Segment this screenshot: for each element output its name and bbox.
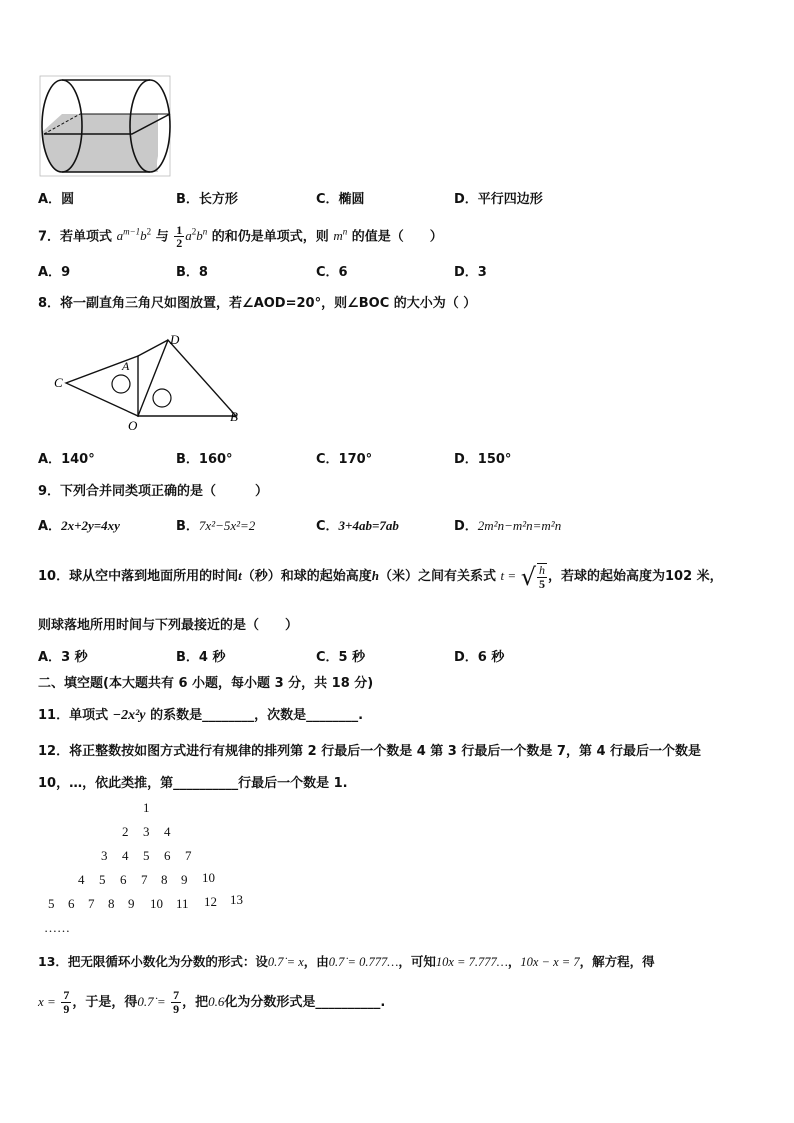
tri-r5-8: 12 — [204, 894, 217, 909]
label-a: A — [122, 359, 130, 373]
q9-question: 9．下列合并同类项正确的是（ ） — [38, 484, 269, 499]
q6-option-d: D．平行四边形 — [454, 192, 543, 207]
q12-line2: 10，…，依此类推，第__________行最后一个数是 1. — [38, 776, 348, 791]
tri-r2-1: 2 — [122, 824, 129, 839]
q8-option-c: C．170° — [316, 452, 373, 467]
tri-r5-1: 5 — [48, 896, 55, 911]
tri-r3-2: 4 — [122, 848, 129, 863]
tri-r4-2: 5 — [99, 872, 106, 887]
q9-option-a: A．2x+2y=4xy — [38, 518, 120, 534]
q6-option-b: B．长方形 — [176, 192, 238, 207]
tri-r4-4: 7 — [141, 872, 148, 887]
q10-option-b: B．4 秒 — [176, 650, 226, 665]
label-d: D — [170, 332, 180, 347]
number-triangle — [0, 798, 300, 938]
cylinder-figure — [36, 74, 176, 180]
q12-line1: 12．将正整数按如图方式进行有规律的排列第 2 行最后一个数是 4 第 3 行最后一个数是 7，第 4 行最后一个数是 — [38, 744, 702, 759]
tri-r5-7: 11 — [176, 896, 189, 911]
q9-option-d: D．2m²n−m²n=m²n — [454, 518, 562, 534]
tri-r5-9: 13 — [230, 892, 243, 907]
q8-option-a: A．140° — [38, 452, 95, 467]
tri-r5-4: 8 — [108, 896, 115, 911]
q9-option-b: B．7x²−5x²=2 — [176, 518, 256, 534]
q13-line2: x = $\frac{7}{9}$ ，于是，得0.7̇ = $\frac{7}{9}$ ，把0.6̇化为分数形式是__________. — [38, 988, 386, 1016]
section-2-heading: 二、填空题(本大题共有 6 小题，每小题 3 分，共 18 分) — [38, 676, 374, 691]
tri-r1-1: 1 — [143, 800, 150, 815]
q6-option-c: C．椭圆 — [316, 192, 365, 207]
set-squares-figure — [50, 328, 250, 433]
tri-r3-4: 6 — [164, 848, 171, 863]
q7-option-a: A．9 — [38, 265, 71, 280]
q9-option-c: C．3+4ab=7ab — [316, 518, 399, 534]
q7-expr: $m^n$ — [333, 227, 348, 244]
tri-r3-1: 3 — [101, 848, 108, 863]
tri-r4-1: 4 — [78, 872, 85, 887]
q10-option-d: D．6 秒 — [454, 650, 505, 665]
tri-r3-3: 5 — [143, 848, 150, 863]
q13-line1: 13．把无限循环小数化为分数的形式：设0.7̇ = x，由0.7̇ = 0.777…，可知10x = 7.777…，10x − x = 7，解方程，得 — [38, 954, 655, 969]
label-o: O — [128, 418, 138, 433]
q8-option-b: B．160° — [176, 452, 233, 467]
q10-line1: 10．球从空中落到地面所用的时间t（秒）和球的起始高度h（米）之间有关系式 t = √ $\frac{h}{5}$ ，若球的起始高度为102 米， — [38, 558, 723, 595]
q7-option-b: B．8 — [176, 265, 208, 280]
q7-option-c: C．6 — [316, 265, 348, 280]
q6-option-a: A．圆 — [38, 192, 75, 207]
tri-r4-3: 6 — [120, 872, 127, 887]
tri-r5-3: 7 — [88, 896, 95, 911]
tri-ellipsis: …… — [44, 920, 70, 935]
label-b: B — [230, 409, 238, 424]
tri-r4-7: 10 — [202, 870, 215, 885]
q10-sqrt: √ — [520, 562, 536, 591]
q10-option-c: C．5 秒 — [316, 650, 366, 665]
label-c: C — [54, 375, 63, 390]
q7-option-d: D．3 — [454, 265, 487, 280]
q7-question: 7．若单项式 $a^{m-1}b^2$ 与 $\frac{1}{2}$ $a^2b^n$ 的和仍是单项式，则 $m^n$ 的值是（ ） — [38, 222, 443, 251]
tri-r2-2: 3 — [143, 824, 150, 839]
tri-r4-6: 9 — [181, 872, 188, 887]
q7-term2: $a^2b^n$ — [185, 227, 208, 244]
tri-r5-6: 10 — [150, 896, 163, 911]
q10-line2: 则球落地所用时间与下列最接近的是（ ） — [38, 618, 299, 633]
tri-r5-5: 9 — [128, 896, 135, 911]
tri-r4-5: 8 — [161, 872, 168, 887]
tri-r3-5: 7 — [185, 848, 192, 863]
tri-r2-3: 4 — [164, 824, 171, 839]
tri-r5-2: 6 — [68, 896, 75, 911]
q8-option-d: D．150° — [454, 452, 512, 467]
q10-option-a: A．3 秒 — [38, 650, 88, 665]
q7-term1: $a^{m-1}b^2$ — [116, 227, 152, 244]
q8-question: 8．将一副直角三角尺如图放置，若∠AOD=20°，则∠BOC 的大小为（ ） — [38, 296, 477, 311]
q11-question: 11．单项式 −2x²y 的系数是________，次数是________. — [38, 708, 364, 723]
